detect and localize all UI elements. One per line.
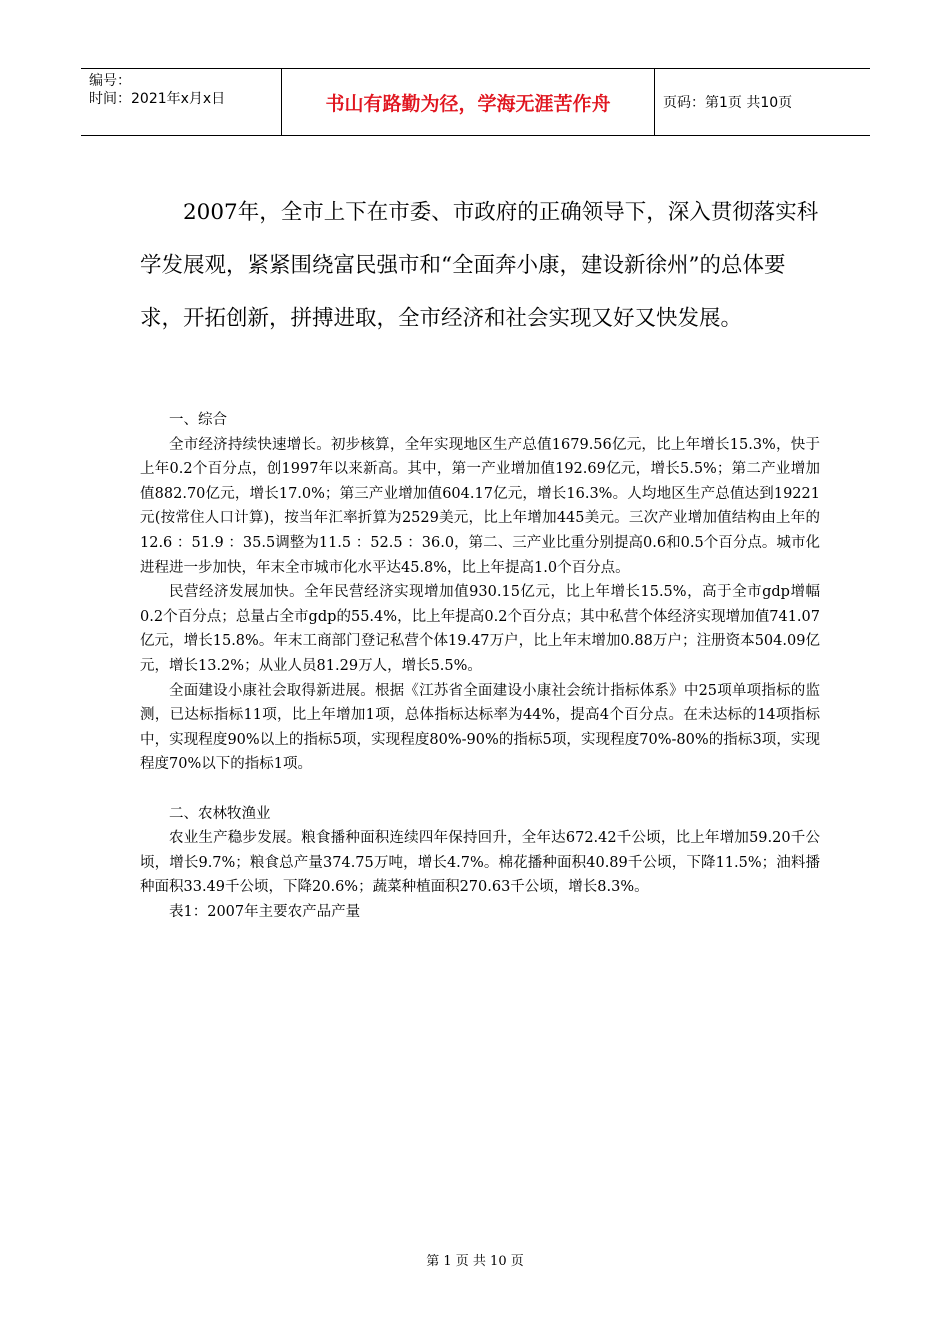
page-footer: 第 1 页 共 10 页 [426,1254,524,1269]
doc-time-label: 时间：2021年x月x日 [89,91,226,107]
header-page-info: 页码：第1页 共10页 [663,95,793,111]
table-caption: 表1：2007年主要农产品产量 [169,903,361,920]
header-meta [81,69,282,135]
section-heading: 一、综合 [169,412,227,428]
header-motto: 书山有路勤为径，学海无涯苦作舟 [282,69,655,135]
page-header [81,68,870,136]
intro-block [140,186,820,345]
spacer [140,777,820,802]
paragraph: 农业生产稳步发展。粮食播种面积连续四年保持回升，全年达672.42千公顷，比上年增加59.20千公顷，增长9.7%；粮食总产量374.75万吨，增长4.7%。棉花播种面积40.89千公顷，下降11.5%；油料播种面积33.49千公顷，下降20.6%；蔬菜种植面积270.63千公顷，增长8.3%。 [140,830,820,896]
section-heading: 二、农林牧渔业 [169,805,271,822]
paragraph: 民营经济发展加快。全年民营经济实现增加值930.15亿元，比上年增长15.5%，高于全市gdp增幅0.2个百分点；总量占全市gdp的55.4%，比上年提高0.2个百分点；其中私营个体经济实现增加值741.07亿元，增长15.8%。年末工商部门登记私营个体19.47万户，比上年末增加0.88万户；注册资本504.09亿元，增长13.2%；从业人员81.29万人，增长5.5%。 [140,584,820,674]
doc-number-label: 编号： [89,73,131,89]
paragraph: 全面建设小康社会取得新进展。根据《江苏省全面建设小康社会统计指标体系》中25项单项指标的监测，已达标指标11项，比上年增加1项，总体指标达标率为44%，提高4个百分点。在未达标的14项指标中，实现程度90%以上的指标5项，实现程度80%-90%的指标5项，实现程度70%-80%的指标3项，实现程度70%以下的指标1项。 [140,682,820,773]
intro-paragraph: 2007年，全市上下在市委、市政府的正确领导下，深入贯彻落实科学发展观，紧紧围绕富民强市和“全面奔小康，建设新徐州”的总体要求，开拓创新，拼搏进取，全市经济和社会实现又好又快发展。 [140,200,819,331]
document-body [140,408,820,924]
paragraph: 全市经济持续快速增长。初步核算，全年实现地区生产总值1679.56亿元，比上年增长15.3%，快于上年0.2个百分点，创1997年以来新高。其中，第一产业增加值192.69亿元，增长5.5%；第二产业增加值882.70亿元，增长17.0%；第三产业增加值604.17亿元，增长16.3%。人均地区生产总值达到19221元(按常住人口计算)，按当年汇率折算为2529美元，比上年增加445美元。三次产业增加值结构由上年的12.6 ：51.9 ：35.5调整为11.5 ：52.5 ：36.0，第二、三产业比重分别提高0.6和0.5个百分点。城市化进程进一步加快，年末全市城市化水平达45.8%，比上年提高1.0个百分点。 [140,436,820,576]
